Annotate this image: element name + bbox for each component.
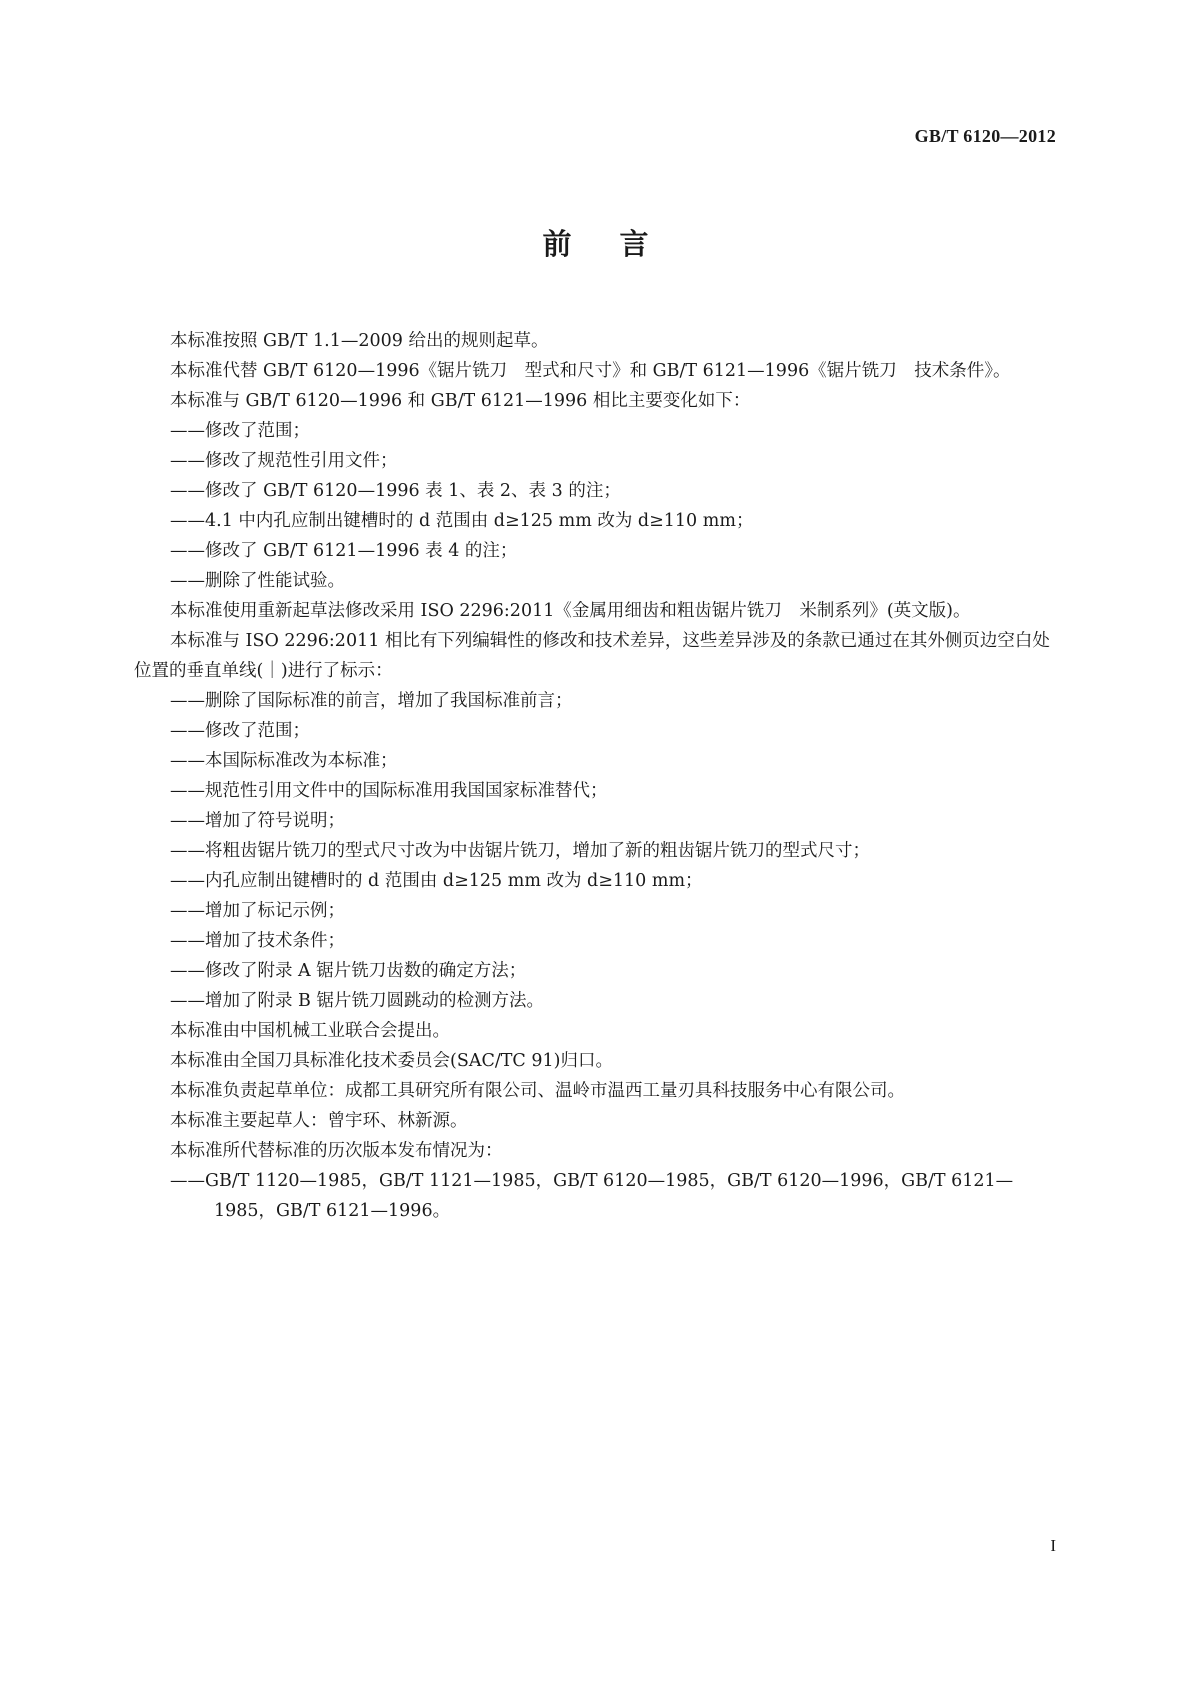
list-item: ——修改了 GB/T 6120—1996 表 1、表 2、表 3 的注； bbox=[170, 481, 621, 501]
paragraph: 本标准负责起草单位：成都工具研究所有限公司、温岭市温西工量刃具科技服务中心有限公司。 bbox=[170, 1081, 905, 1101]
list-item: ——增加了符号说明； bbox=[170, 811, 345, 831]
paragraph: 本标准所代替标准的历次版本发布情况为： bbox=[170, 1141, 503, 1161]
paragraph: 本标准按照 GB/T 1.1—2009 给出的规则起草。 bbox=[170, 331, 549, 351]
list-item: ——删除了国际标准的前言，增加了我国标准前言； bbox=[170, 691, 573, 711]
paragraph: 本标准代替 GB/T 6120—1996《锯片铣刀 型式和尺寸》和 GB/T 6121—1996《锯片铣刀 技术条件》。 bbox=[170, 361, 1011, 381]
list-item: ——修改了规范性引用文件； bbox=[170, 451, 398, 471]
list-item: ——修改了范围； bbox=[170, 421, 310, 441]
list-item: ——将粗齿锯片铣刀的型式尺寸改为中齿锯片铣刀，增加了新的粗齿锯片铣刀的型式尺寸； bbox=[170, 841, 870, 861]
paragraph: 本标准与 ISO 2296:2011 相比有下列编辑性的修改和技术差异，这些差异涉及的条款已通过在其外侧页边空白处位置的垂直单线(｜)进行了标示： bbox=[134, 631, 1050, 681]
list-item: ——本国际标准改为本标准； bbox=[170, 751, 398, 771]
list-item: ——修改了范围； bbox=[170, 721, 310, 741]
paragraph: 本标准使用重新起草法修改采用 ISO 2296:2011《金属用细齿和粗齿锯片铣刀 米制系列》(英文版)。 bbox=[170, 601, 971, 621]
list-item: ——内孔应制出键槽时的 d 范围由 d≥125 mm 改为 d≥110 mm； bbox=[170, 871, 703, 891]
paragraph: 本标准与 GB/T 6120—1996 和 GB/T 6121—1996 相比主要变化如下： bbox=[170, 391, 751, 411]
list-item: ——修改了 GB/T 6121—1996 表 4 的注； bbox=[170, 541, 518, 561]
list-item: ——规范性引用文件中的国际标准用我国国家标准替代； bbox=[170, 781, 608, 801]
list-item: ——GB/T 1120—1985，GB/T 1121—1985，GB/T 6120—1985，GB/T 6120—1996，GB/T 6121—1985，GB/T 6121—1996。 bbox=[170, 1171, 1014, 1221]
paragraph: 本标准主要起草人：曾宇环、林新源。 bbox=[170, 1111, 468, 1131]
page-number: I bbox=[1050, 1536, 1056, 1555]
document-body bbox=[134, 326, 1062, 1226]
paragraph: 本标准由中国机械工业联合会提出。 bbox=[170, 1021, 450, 1041]
page-title: 前言 bbox=[542, 227, 697, 261]
list-item: ——修改了附录 A 锯片铣刀齿数的确定方法； bbox=[170, 961, 527, 981]
list-item: ——增加了标记示例； bbox=[170, 901, 345, 921]
list-item: ——删除了性能试验。 bbox=[170, 571, 345, 591]
list-item: ——增加了技术条件； bbox=[170, 931, 345, 951]
list-item: ——4.1 中内孔应制出键槽时的 d 范围由 d≥125 mm 改为 d≥110 mm； bbox=[170, 511, 754, 531]
list-item: ——增加了附录 B 锯片铣刀圆跳动的检测方法。 bbox=[170, 991, 544, 1011]
standard-number: GB/T 6120—2012 bbox=[914, 126, 1056, 146]
paragraph: 本标准由全国刀具标准化技术委员会(SAC/TC 91)归口。 bbox=[170, 1051, 613, 1071]
